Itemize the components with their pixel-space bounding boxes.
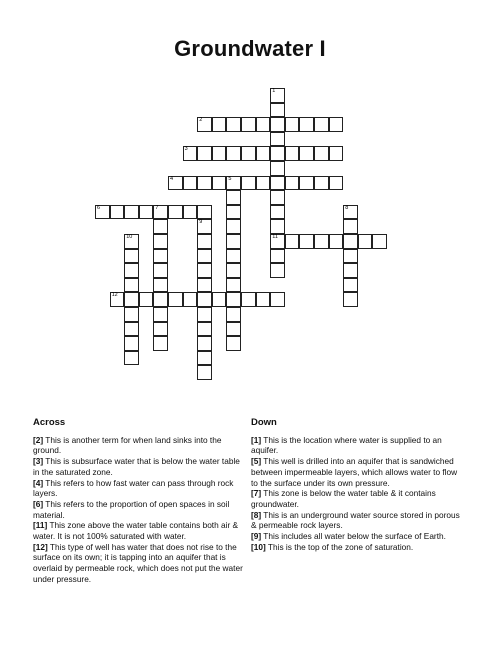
grid-cell[interactable] (124, 263, 139, 278)
clue-number: 7 (155, 204, 159, 211)
grid-cell[interactable] (256, 176, 271, 191)
across-clue (33, 542, 245, 585)
grid-cell[interactable] (329, 146, 344, 161)
grid-cell[interactable] (226, 205, 241, 220)
grid-cell[interactable] (124, 249, 139, 264)
grid-cell[interactable] (153, 307, 168, 322)
clue-number: 1 (272, 88, 276, 94)
clue-text: This is subsurface water that is below the water table in the saturated zone. (33, 456, 240, 477)
grid-cell[interactable] (212, 146, 227, 161)
grid-cell[interactable] (285, 117, 300, 132)
across-clue-list (33, 435, 245, 585)
grid-cell[interactable] (153, 322, 168, 337)
across-clue (33, 478, 245, 499)
grid-cell[interactable] (226, 190, 241, 205)
clue-text: This is the top of the zone of saturation. (265, 541, 414, 552)
grid-cell[interactable] (226, 249, 241, 264)
grid-cell[interactable] (226, 322, 241, 337)
grid-cell[interactable] (139, 205, 154, 220)
grid-cell[interactable] (270, 132, 285, 147)
grid-cell[interactable] (270, 88, 285, 103)
grid-cell[interactable] (124, 205, 139, 220)
clue-label: [8] (251, 509, 262, 520)
grid-cell[interactable] (168, 176, 183, 191)
grid-cell[interactable] (285, 234, 300, 249)
grid-cell[interactable] (226, 336, 241, 351)
grid-cell[interactable] (226, 176, 241, 191)
grid-cell[interactable] (226, 263, 241, 278)
grid-cell[interactable] (124, 322, 139, 337)
grid-cell[interactable] (124, 336, 139, 351)
grid-cell[interactable] (197, 292, 212, 307)
grid-cell[interactable] (110, 205, 125, 220)
clue-number: 5 (228, 175, 232, 182)
grid-cell[interactable] (197, 219, 212, 234)
clue-number: 8 (345, 204, 349, 211)
down-clue (251, 456, 463, 488)
grid-cell[interactable] (270, 205, 285, 220)
grid-cell[interactable] (256, 146, 271, 161)
grid-cell[interactable] (241, 176, 256, 191)
grid-cell[interactable] (270, 176, 285, 191)
grid-cell[interactable] (197, 365, 212, 380)
grid-cell[interactable] (343, 278, 358, 293)
grid-cell[interactable] (314, 176, 329, 191)
grid-cell[interactable] (343, 249, 358, 264)
grid-cell[interactable] (226, 278, 241, 293)
grid-cell[interactable] (270, 161, 285, 176)
grid-cell[interactable] (241, 117, 256, 132)
clue-label: [4] (33, 477, 44, 488)
clue-text: This refers to the proportion of open spaces in soil material. (33, 498, 230, 520)
grid-cell[interactable] (183, 292, 198, 307)
grid-cell[interactable] (241, 292, 256, 307)
clue-number: 4 (170, 175, 174, 182)
down-clue (251, 510, 463, 531)
grid-cell[interactable] (153, 249, 168, 264)
grid-cell[interactable] (183, 146, 198, 161)
grid-cell[interactable] (241, 146, 256, 161)
grid-cell[interactable] (197, 307, 212, 322)
grid-cell[interactable] (256, 292, 271, 307)
down-clue (251, 435, 463, 456)
clue-label: [10] (251, 541, 266, 552)
grid-cell[interactable] (314, 146, 329, 161)
grid-cell[interactable] (197, 176, 212, 191)
page-title: Groundwater I (174, 36, 326, 61)
across-clue (33, 435, 245, 456)
grid-cell[interactable] (110, 292, 125, 307)
grid-cell[interactable] (153, 205, 168, 220)
grid-cell[interactable] (299, 117, 314, 132)
grid-cell[interactable] (197, 234, 212, 249)
grid-cell[interactable] (124, 278, 139, 293)
grid-cell[interactable] (270, 234, 285, 249)
grid-cell[interactable] (270, 249, 285, 264)
across-clues (33, 418, 245, 585)
grid-cell[interactable] (299, 234, 314, 249)
grid-cell[interactable] (226, 146, 241, 161)
grid-cell[interactable] (270, 263, 285, 278)
grid-cell[interactable] (270, 190, 285, 205)
grid-cell[interactable] (139, 292, 154, 307)
down-clue (251, 531, 463, 542)
grid-cell[interactable] (153, 234, 168, 249)
grid-cell[interactable] (183, 176, 198, 191)
clue-text: This zone is below the water table & it contains groundwater. (251, 488, 436, 509)
grid-cell[interactable] (256, 117, 271, 132)
grid-cell[interactable] (270, 219, 285, 234)
grid-cell[interactable] (270, 117, 285, 132)
grid-cell[interactable] (197, 263, 212, 278)
clue-text: This zone above the water table contains both air & water. It is not 100% saturated with water. (33, 520, 239, 542)
down-clues (251, 418, 463, 552)
grid-cell[interactable] (197, 205, 212, 220)
grid-cell[interactable] (226, 292, 241, 307)
grid-cell[interactable] (212, 176, 227, 191)
clue-number: 12 (111, 292, 118, 299)
clue-label: [11] (33, 520, 48, 531)
grid-cell[interactable] (226, 234, 241, 249)
down-clue-list (251, 435, 463, 553)
grid-cell[interactable] (329, 117, 344, 132)
grid-cell[interactable] (153, 263, 168, 278)
grid-cell[interactable] (197, 322, 212, 337)
grid-cell[interactable] (124, 307, 139, 322)
clue-text: This is another term for when land sinks into the ground. (33, 434, 222, 456)
clue-number: 10 (126, 234, 133, 240)
grid-cell[interactable] (226, 219, 241, 234)
clue-number: 11 (272, 234, 278, 240)
grid-cell[interactable] (124, 351, 139, 366)
grid-cell[interactable] (358, 234, 373, 249)
clue-text: This well is drilled into an aquifer that is sandwiched between impermeable layers, which allows water to flow to the surface under its own pressure. (251, 456, 458, 488)
grid-cell[interactable] (153, 292, 168, 307)
grid-cell[interactable] (197, 146, 212, 161)
grid-cell[interactable] (329, 234, 344, 249)
grid-cell[interactable] (314, 117, 329, 132)
grid-cell[interactable] (270, 146, 285, 161)
grid-cell[interactable] (197, 336, 212, 351)
grid-cell[interactable] (212, 292, 227, 307)
grid-cell[interactable] (226, 117, 241, 132)
grid-cell[interactable] (299, 176, 314, 191)
clue-text: This type of well has water that does not rise to the surface on its own; it is tapping into an aquifer that is overlaid by permeable rock, which does not put the water under pressure. (33, 541, 243, 584)
across-clue (33, 499, 245, 520)
clue-number: 6 (97, 204, 101, 211)
grid-cell[interactable] (343, 234, 358, 249)
clue-text: This is the location where water is supplied to an aquifer. (251, 434, 442, 456)
clue-label: [6] (33, 498, 44, 509)
grid-cell[interactable] (168, 292, 183, 307)
clue-text: This refers to how fast water can pass through rock layers. (33, 477, 234, 499)
across-clue (33, 456, 245, 477)
clue-label: [9] (251, 531, 262, 542)
clue-label: [7] (251, 488, 262, 499)
grid-cell[interactable] (270, 103, 285, 118)
grid-cell[interactable] (197, 249, 212, 264)
grid-cell[interactable] (314, 234, 329, 249)
clue-text: This is an underground water source stored in porous & permeable rock layers. (251, 509, 460, 531)
clue-number: 9 (199, 219, 203, 226)
grid-cell[interactable] (372, 234, 387, 249)
clue-label: [2] (33, 434, 44, 445)
grid-cell[interactable] (270, 292, 285, 307)
grid-cell[interactable] (343, 292, 358, 307)
grid-cell[interactable] (343, 219, 358, 234)
grid-cell[interactable] (95, 205, 110, 220)
grid-cell[interactable] (183, 205, 198, 220)
clue-label: [1] (251, 434, 262, 445)
across-clue (33, 520, 245, 541)
across-heading: Across (33, 417, 66, 428)
grid-cell[interactable] (153, 219, 168, 234)
grid-cell[interactable] (197, 117, 212, 132)
grid-cell[interactable] (212, 117, 227, 132)
grid-cell[interactable] (153, 278, 168, 293)
down-clue (251, 488, 463, 509)
clue-label: [12] (33, 541, 48, 552)
clue-text: This includes all water below the surface of Earth. (261, 531, 446, 542)
grid-cell[interactable] (285, 146, 300, 161)
grid-cell[interactable] (226, 307, 241, 322)
grid-cell[interactable] (168, 205, 183, 220)
clue-label: [5] (251, 456, 262, 467)
grid-cell[interactable] (343, 263, 358, 278)
clue-number: 2 (199, 117, 203, 124)
clue-number: 3 (184, 146, 188, 153)
grid-cell[interactable] (197, 351, 212, 366)
grid-cell[interactable] (124, 234, 139, 249)
grid-cell[interactable] (153, 336, 168, 351)
grid-cell[interactable] (299, 146, 314, 161)
clue-label: [3] (33, 456, 44, 467)
grid-cell[interactable] (343, 205, 358, 220)
grid-cell[interactable] (285, 176, 300, 191)
down-heading: Down (251, 417, 277, 428)
grid-cell[interactable] (124, 292, 139, 307)
grid-cell[interactable] (197, 278, 212, 293)
down-clue (251, 542, 463, 553)
grid-cell[interactable] (329, 176, 344, 191)
